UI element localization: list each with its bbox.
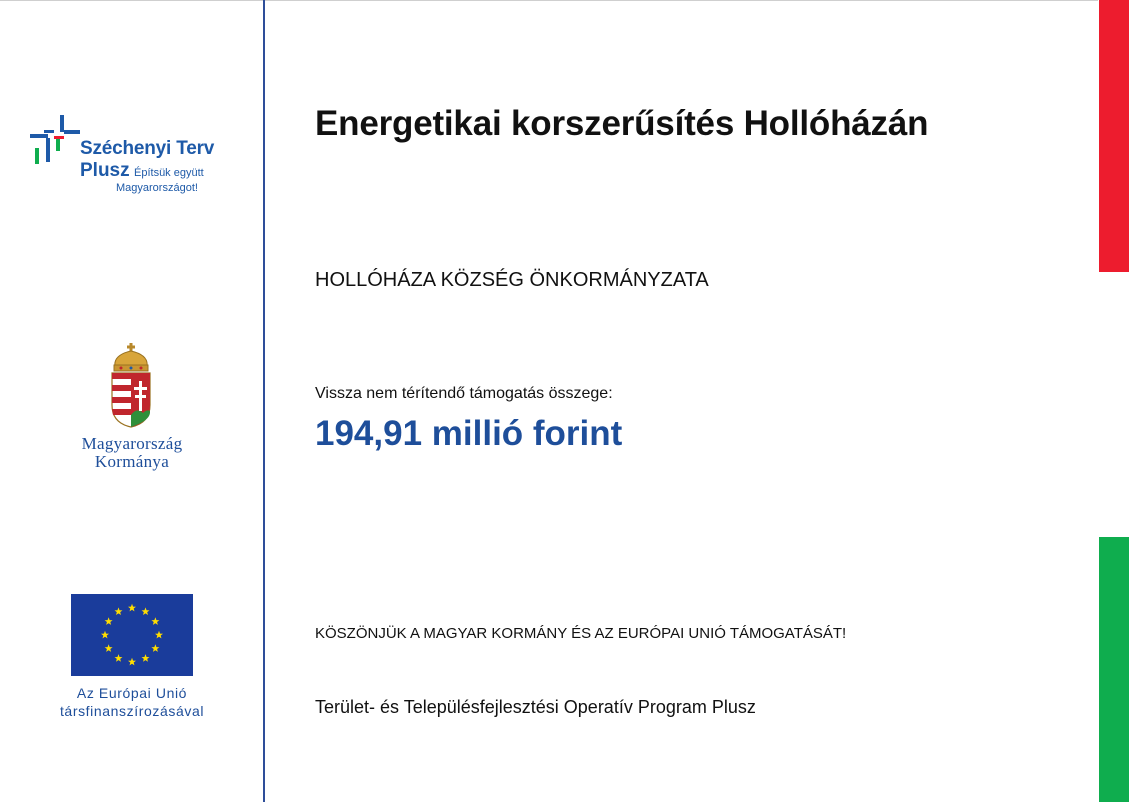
grant-amount: 194,91 millió forint (315, 414, 623, 453)
eu-cofinancing-line-1: Az Európai Unió (76, 685, 188, 701)
szechenyi-plusz: Plusz (80, 160, 130, 181)
szechenyi-tagline-1: Építsük együtt (134, 167, 204, 179)
szechenyi-tagline-2: Magyarországot! (116, 182, 198, 194)
eu-cofinancing-line-2: társfinanszírozásával (59, 703, 205, 719)
government-name-line-2: Kormánya (94, 452, 170, 471)
beneficiary-name: HOLLÓHÁZA KÖZSÉG ÖNKORMÁNYZATA (315, 269, 709, 291)
vertical-divider (263, 0, 265, 802)
szechenyi-title: Széchenyi Terv (80, 138, 215, 159)
eu-flag-icon (71, 594, 193, 676)
flag-stripe-green (1099, 537, 1129, 802)
szechenyi-cross-icon (30, 112, 82, 166)
szechenyi-logo (30, 112, 250, 202)
government-name-line-1: Magyarország (81, 434, 183, 453)
grant-label: Vissza nem térítendő támogatás összege: (315, 385, 613, 402)
top-border (0, 0, 1098, 1)
coat-of-arms-icon (107, 343, 155, 429)
program-name: Terület- és Településfejlesztési Operatív Program Plusz (315, 697, 756, 717)
project-title: Energetikai korszerűsítés Hollóházán (315, 104, 929, 143)
flag-stripe-red (1099, 0, 1129, 272)
thanks-message: KÖSZÖNJÜK A MAGYAR KORMÁNY ÉS AZ EURÓPAI UNIÓ TÁMOGATÁSÁT! (315, 625, 847, 642)
